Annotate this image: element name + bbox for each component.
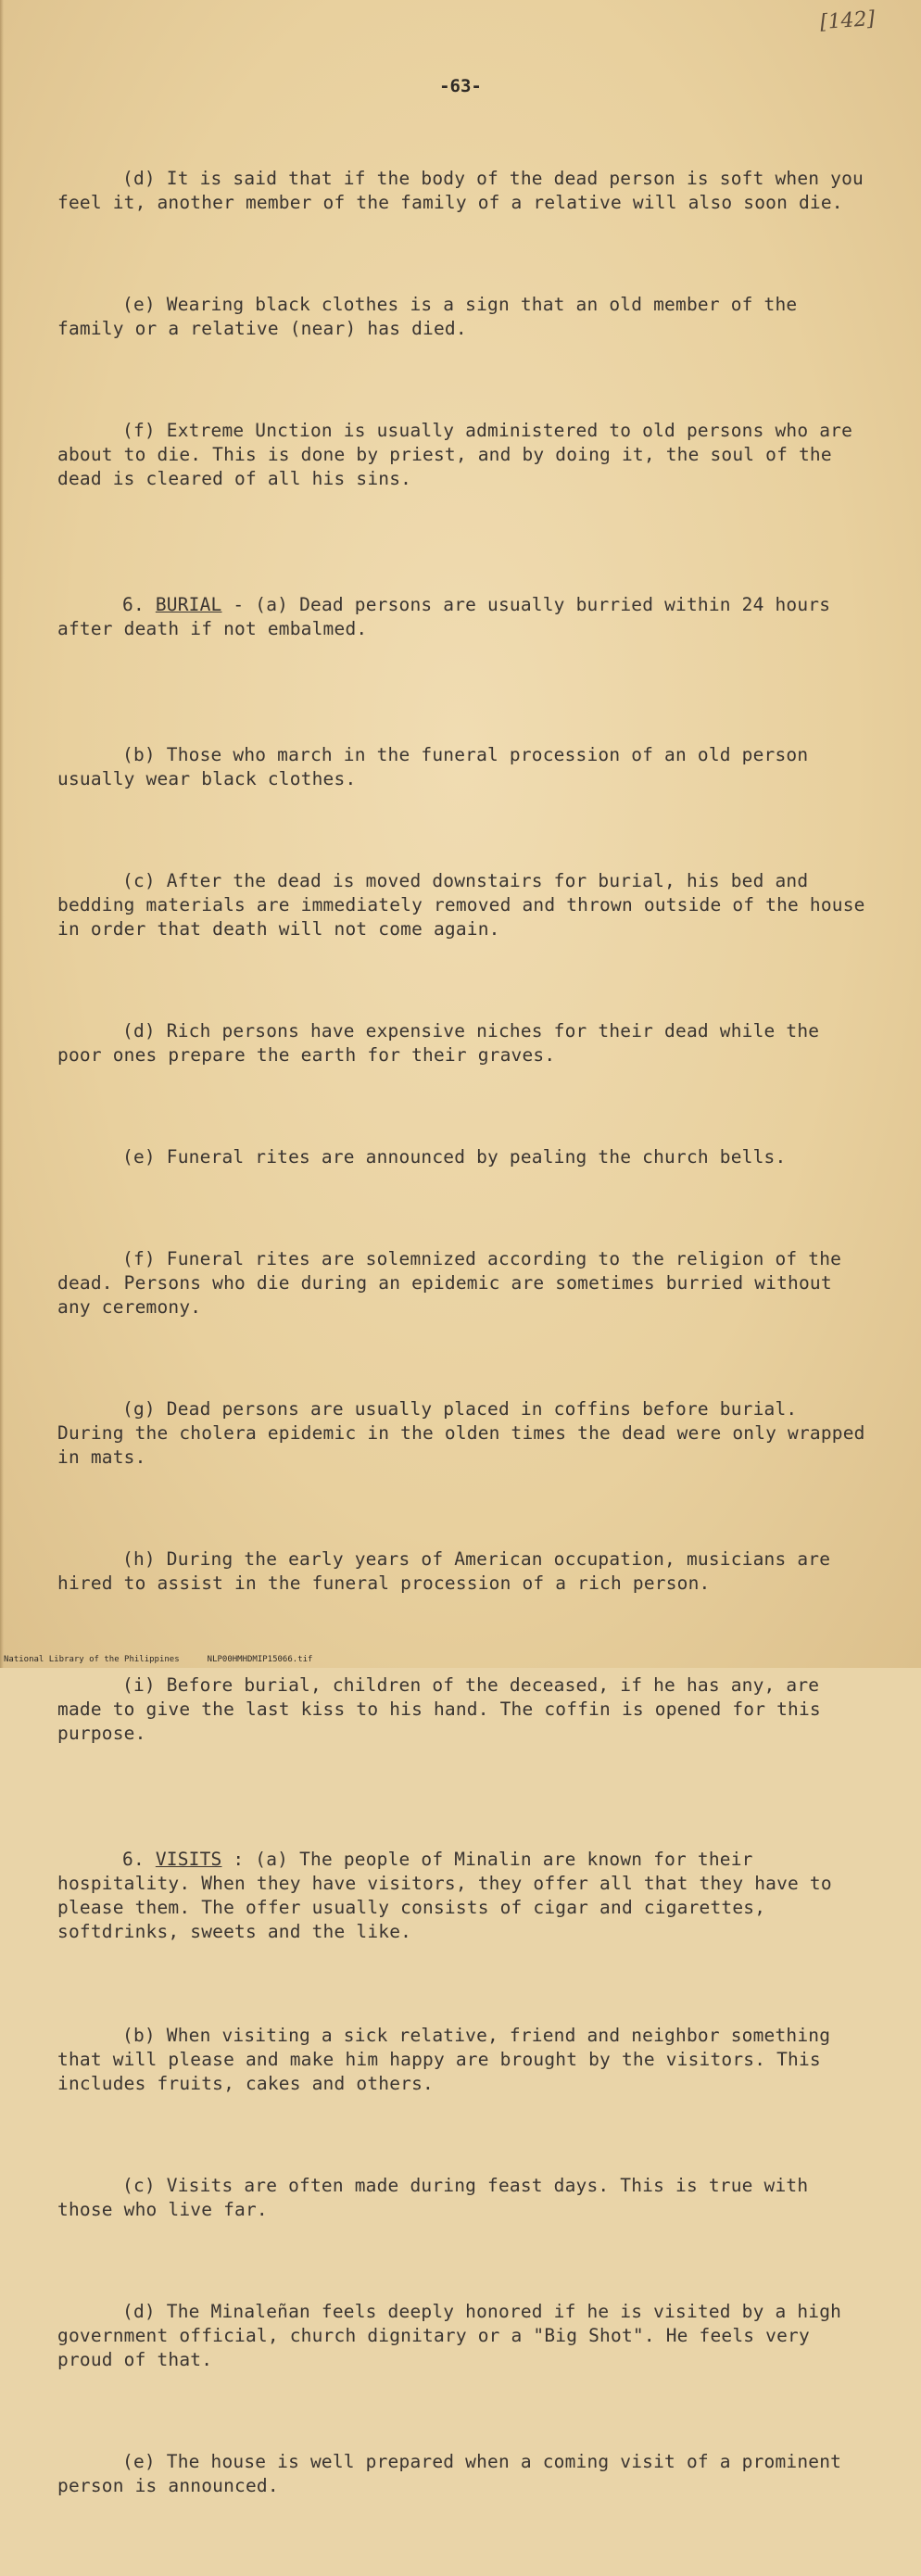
section-number: 6.: [122, 594, 145, 615]
handwritten-page-stamp: [142]: [819, 6, 876, 35]
section-burial-text: - (a) Dead persons are usually burried within 24 hours after death if not embalmed.: [57, 594, 842, 639]
paragraph-d-honored: (d) The Minaleñan feels deeply honored if he is visited by a high government official, church dignitary or a "Big Shot". He feels very proud of that.: [57, 2301, 853, 2370]
document-body: [57, 119, 877, 2576]
section-visits-text: : (a) The people of Minalin are known for their hospitality. When they have visitors, they offer all that they have to please them. The offer usually consists of cigar and cigarettes, softdrinks, sweets and the like.: [57, 1849, 843, 1942]
paragraph-b-funeral-procession: (b) Those who march in the funeral procession of an old person usually wear black clothes.: [57, 744, 820, 789]
paragraph-g-coffins: (g) Dead persons are usually placed in coffins before burial. During the cholera epidemic in the olden times the dead were only wrapped in mats.: [57, 1398, 877, 1468]
footer-filename: NLP00HMHDMIP15066.tif: [207, 1655, 313, 1664]
page-edge-shadow: [0, 0, 4, 1668]
section-burial-paragraph: [57, 593, 873, 641]
section-heading-burial: BURIAL: [155, 594, 222, 615]
paragraph-c-feast-days: (c) Visits are often made during feast days. This is true with those who live far.: [57, 2175, 820, 2220]
paragraph-d-niches: (d) Rich persons have expensive niches for their dead while the poor ones prepare the earth for their graves.: [57, 1020, 831, 1066]
paragraph-f-extreme-unction: (f) Extreme Unction is usually administered to old persons who are about to die. This is done by priest, and by doing it, the soul of the dead is cleared of all his sins.: [57, 420, 864, 489]
paragraph-e-church-bells: (e) Funeral rites are announced by pealing the church bells.: [122, 1146, 787, 1168]
paragraph-c-bedding: (c) After the dead is moved downstairs for burial, his bed and bedding materials are immediately removed and thrown outside of the house in order that death will not come again.: [57, 870, 877, 940]
scan-footer: [4, 1655, 312, 1664]
paragraph-e-black-clothes: (e) Wearing black clothes is a sign that an old member of the family or a relative (near) has died.: [57, 294, 809, 339]
section-number: 6.: [122, 1849, 145, 1870]
paragraph-e-house-prepared: (e) The house is well prepared when a coming visit of a prominent person is announced.: [57, 2451, 853, 2496]
paragraph-d-dead-body: (d) It is said that if the body of the dead person is soft when you feel it, another member of the family of a relative will also soon die.: [57, 168, 875, 213]
paragraph-i-last-kiss: (i) Before burial, children of the deceased, if he has any, are made to give the last kiss to his hand. The coffin is opened for this purpose.: [57, 1674, 832, 1744]
paragraph-h-musicians: (h) During the early years of American occupation, musicians are hired to assist in the funeral procession of a rich person.: [57, 1548, 842, 1594]
section-heading-visits: VISITS: [155, 1849, 222, 1870]
section-visits-paragraph: [57, 1848, 873, 1944]
paragraph-b-visiting-sick: (b) When visiting a sick relative, friend and neighbor something that will please and make him happy are brought by the visitors. This includes fruits, cakes and others.: [57, 2025, 842, 2094]
paragraph-f-funeral-rites: (f) Funeral rites are solemnized according to the religion of the dead. Persons who die during an epidemic are sometimes burried without any ceremony.: [57, 1248, 853, 1318]
footer-library: National Library of the Philippines: [4, 1655, 180, 1664]
page-number: -63-: [439, 76, 482, 96]
